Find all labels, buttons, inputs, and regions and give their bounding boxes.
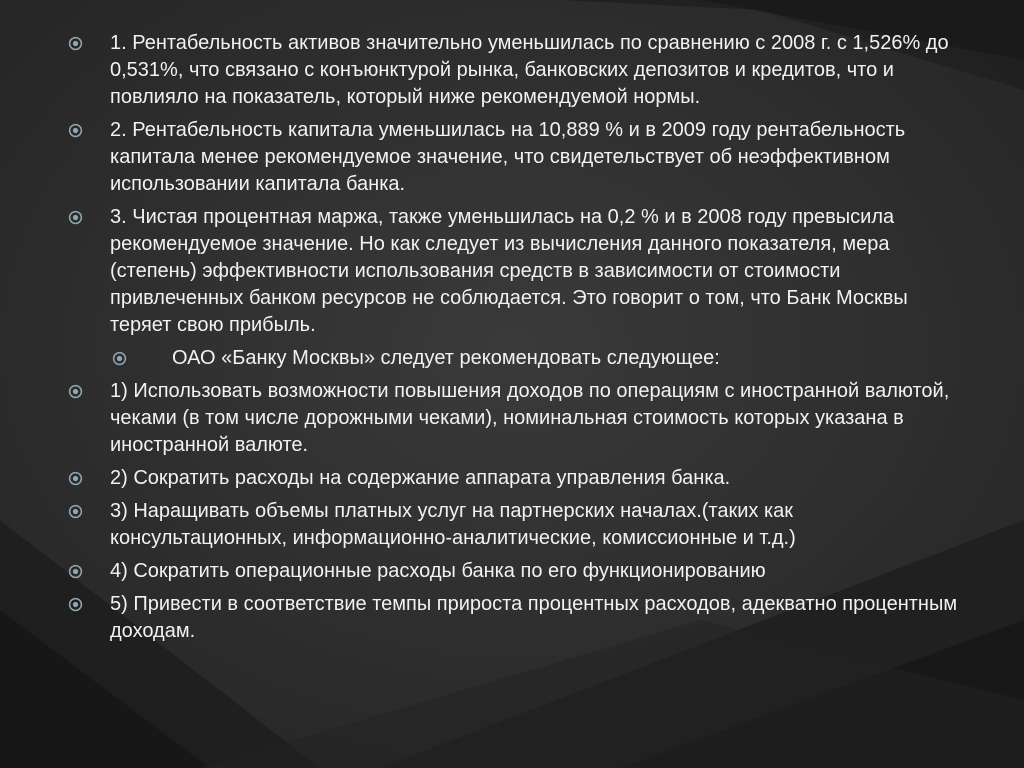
bullet-text: 3) Наращивать объемы платных услуг на партнерских началах.(таких как консультационных, информационно-аналитические, комиссионные и т.д.) bbox=[110, 500, 796, 549]
bullet-text: 5) Привести в соответствие темпы прироста процентных расходов, адекватно процентным доходам. bbox=[110, 593, 958, 642]
bullet-item-2 bbox=[62, 117, 972, 198]
circle-ring-dot-icon bbox=[112, 351, 127, 366]
circle-ring-dot-icon bbox=[68, 597, 83, 612]
bullet-list bbox=[62, 30, 972, 651]
bullet-item-3 bbox=[62, 204, 972, 339]
circle-ring-dot-icon bbox=[68, 123, 83, 138]
bullet-item-recommendation-3 bbox=[62, 498, 972, 552]
circle-ring-dot-icon bbox=[68, 564, 83, 579]
bullet-text: ОАО «Банку Москвы» следует рекомендовать следующее: bbox=[172, 347, 720, 369]
bullet-item-recommendation-2 bbox=[62, 465, 972, 492]
bullet-text: 1. Рентабельность активов значительно уменьшилась по сравнению с 2008 г. с 1,526% до 0,531%, что связано с конъюнктурой рынка, банковских депозитов и кредитов, что и повлияло на показатель, который ниже рекомендуемой нормы. bbox=[110, 32, 949, 108]
circle-ring-dot-icon bbox=[68, 384, 83, 399]
bullet-item-recommendation-heading bbox=[62, 345, 972, 372]
bullet-text: 3. Чистая процентная маржа, также уменьшилась на 0,2 % и в 2008 году превысила рекомендуемое значение. Но как следует из вычисления данного показателя, мера (степень) эффективности использования средств в зависимости от стоимости привлеченных банком ресурсов не соблюдается. Это говорит о том, что Банк Москвы теряет свою прибыль. bbox=[110, 206, 908, 336]
bullet-item-recommendation-5 bbox=[62, 591, 972, 645]
bullet-item-recommendation-1 bbox=[62, 378, 972, 459]
bullet-item-1 bbox=[62, 30, 972, 111]
bullet-text: 4) Сократить операционные расходы банка по его функционированию bbox=[110, 560, 766, 582]
circle-ring-dot-icon bbox=[68, 504, 83, 519]
bullet-text: 2) Сократить расходы на содержание аппарата управления банка. bbox=[110, 467, 731, 489]
circle-ring-dot-icon bbox=[68, 210, 83, 225]
bullet-text: 2. Рентабельность капитала уменьшилась на 10,889 % и в 2009 году рентабельность капитала менее рекомендуемое значение, что свидетельствует об неэффективном использовании капитала банка. bbox=[110, 119, 906, 195]
circle-ring-dot-icon bbox=[68, 471, 83, 486]
circle-ring-dot-icon bbox=[68, 36, 83, 51]
bullet-item-recommendation-4 bbox=[62, 558, 972, 585]
bullet-text: 1) Использовать возможности повышения доходов по операциям с иностранной валютой, чеками (в том числе дорожными чеками), номинальная стоимость которых указана в иностранной валюте. bbox=[110, 380, 950, 456]
